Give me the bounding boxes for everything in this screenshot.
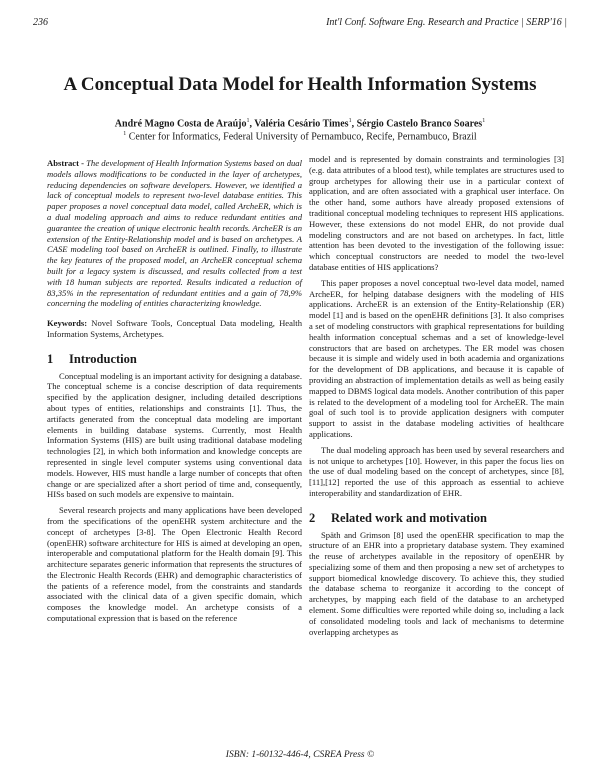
keywords — [47, 318, 302, 340]
section-title: Introduction — [69, 351, 137, 366]
affiliation-mark: 1 — [123, 131, 127, 137]
paragraph: Späth and Grimson [8] used the openEHR specification to map the structure of an EHR into a proprietary database system. They examined the reuse of archetypes available in the repository of openEHR by specializing some of them and then proposing a new set of archetypes to support biomedical knowledge discovery. To achieve this, they studied the database schema to reorganize it according to the concept of archetypes, by mapping each field of the database to an archetyped element. Some difficulties were reported while doing so, including a lack of consolidated modeling tools and lack of mechanisms to determine overlapping archetypes as — [309, 529, 564, 637]
section-heading-introduction — [47, 351, 302, 366]
author-name: André Magno Costa de Araújo — [114, 118, 247, 130]
keywords-text: Novel Software Tools, Conceptual Data modeling, Health Information Systems, Archetypes. — [47, 318, 302, 339]
paragraph: Conceptual modeling is an important activity for designing a database. The conceptual scheme is a concise description of data requirements specified by the application designer, including detailed descriptions about types of entities, relationships and constraints [1]. Thus, the artifacts generated from the conceptual data modeling are important elements in building database systems. Currently, most Health Information Systems (HIS) are built using traditional database modeling technologies [2], in which both information and knowledge concepts are represented in single level computer systems using conventional data models. However, HIS must handle a large number of concepts that often change or are specialized after a short period of time and, consequently, HISs based on such models are expensive to maintain. — [47, 370, 302, 500]
left-column — [47, 158, 302, 624]
affiliation-text: Center for Informatics, Federal University of Pernambuco, Recife, Pernambuco, Brazil — [126, 131, 477, 143]
section-heading-related-work — [309, 510, 564, 525]
abstract — [47, 158, 302, 309]
page-number: 236 — [33, 17, 48, 28]
page-footer: ISBN: 1-60132-446-4, CSREA Press © — [225, 750, 375, 760]
author-name: Sérgio Castelo Branco Soares — [356, 118, 483, 130]
section-title: Related work and motivation — [331, 510, 487, 525]
abstract-label: Abstract - — [47, 158, 84, 168]
abstract-text: The development of Health Information Systems based on dual models allows modifications to be conducted in the layer of archetypes, reducing dependencies on software developers. However, we identified a lack of conceptual models to represent two-level database entities. This paper proposes a novel conceptual data model, called ArcheER, which is a dual modeling approach and aims to reduce redundant entities and guarantee the creation of unique electronic health records. ArcheER is an extension of the Entity-Relationship model and is based on archetypes. A CASE modeling tool based on ArcheER is outlined. Finally, to illustrate the key features of the proposed model, an ArcheER conceptual schema built for a legacy system is discussed, and results collected from a test with 18 human subjects are reported. Results indicated a reduction of 83,35% in the representation of redundant entities and a gain of 78,9% concerning the modeling of entities characterizing knowledge. — [47, 158, 302, 309]
right-column — [309, 154, 564, 637]
affiliation — [40, 131, 560, 142]
section-number: 2 — [309, 510, 316, 525]
running-header: Int'l Conf. Software Eng. Research and Practice | SERP'16 | — [326, 17, 567, 28]
author-list — [40, 118, 560, 129]
keywords-label: Keywords: — [47, 318, 88, 329]
author-separator: , — [249, 118, 255, 130]
paragraph: model and is represented by domain constraints and terminologies [3] (e.g. data attributes of a blood test), while templates are structures used to group archetypes for allowing their use in a particular context of application, and are often associated with a graphical user interface. On the other hand, some authors have already proposed extensions of traditional conceptual modeling techniques to represent HIS applications. However, these extensions do not model EHR, do not provide dual modeling constructors and are not based on archetypes. In fact, little attention has been devoted to the investigation of the following issue: which conceptual constructors are needed to model the two-level database entities of HIS applications? — [309, 154, 564, 272]
paragraph: Several research projects and many applications have been developed from the specifications of the openEHR system architecture and the concept of archetypes [3-8]. The Open Electronic Health Record (openEHR) software architecture for HIS is aimed at developing an open, interoperable and computational platform for the Health domain [9]. This architecture separates generic information that represents the structures of the Electronic Health Records (EHR) and demographic characteristics of the patients of a reference model, from the constraints and standards associated with the clinical data of a given specific domain, which composes the knowledge model. An archetype consists of a computational expression that is based on the reference — [47, 505, 302, 624]
paragraph: This paper proposes a novel conceptual two-level data model, named ArcheER, for helping database designers with the modeling of HIS applications. ArcheER is an extension of the Entity-Relationship (ER) model [1] and is based on the openEHR definitions [3]. It also comprises a set of modeling constructors with graphical representations for building health information conceptual schemas and a set of knowledge-level constructors that are based on archetypes. The ER model was chosen because it is simple and widely used in both academia and organizations for the development of DB applications, and because it is capable of providing an abstraction of implementation details as well as being easily mapped to DBMS logical data models. Another contribution of this paper is related to the development of a modeling tool for ArcheER. The main goal of such tool is to provide application designers with computer support to assist in the database modeling activities of healthcare applications. — [309, 277, 564, 439]
author-separator: , — [351, 118, 357, 130]
author-name: Valéria Cesário Times — [254, 118, 349, 130]
section-number: 1 — [47, 351, 54, 366]
author-affiliation-mark: 1 — [482, 118, 486, 124]
author-affiliation-mark: 1 — [246, 118, 250, 124]
author-affiliation-mark: 1 — [348, 118, 352, 124]
paragraph: The dual modeling approach has been used by several researchers and is not unique to archetypes [10]. However, in this paper the focus lies on the use of dual modeling based on the concept of archetypes, since [8],[11],[12] reported the use of this approach as essential to achieve interoperability and standardization of EHR. — [309, 444, 564, 498]
paper-title: A Conceptual Data Model for Health Information Systems — [63, 74, 537, 95]
